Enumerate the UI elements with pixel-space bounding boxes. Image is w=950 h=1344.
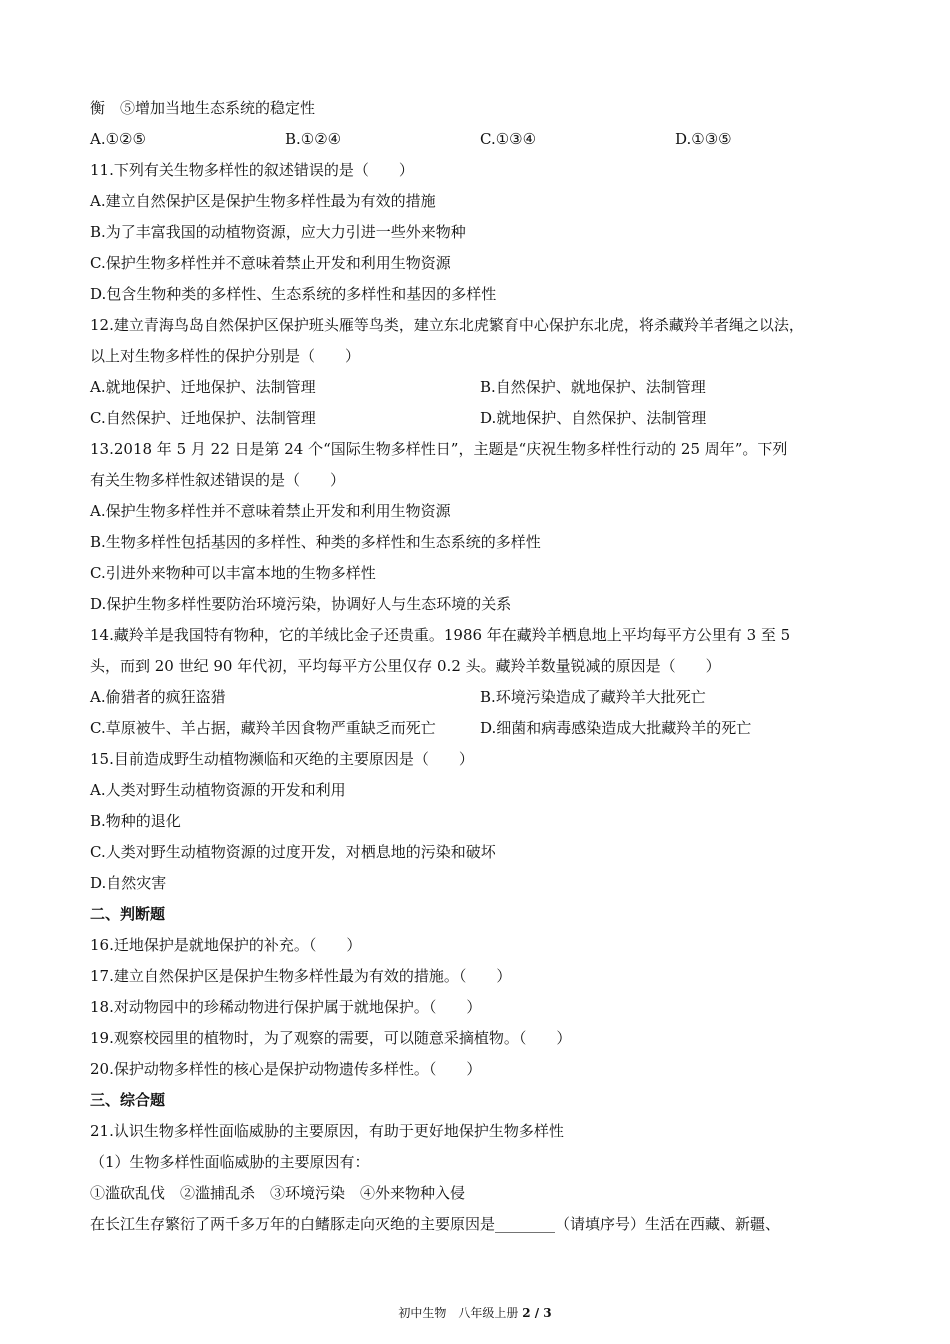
q13-option-c: C.引进外来物种可以丰富本地的生物多样性 (90, 564, 376, 582)
q14-stem-line2: 头，而到 20 世纪 90 年代初，平均每平方公里仅存 0.2 头。藏羚羊数量锐减的原因是（ ） (90, 657, 721, 675)
q21-causes: ①滥砍乱伐 ②滥捕乱杀 ③环境污染 ④外来物种入侵 (90, 1184, 466, 1202)
option-a: A.就地保护、迁地保护、法制管理 (90, 378, 316, 396)
q12-options-row1 (90, 372, 870, 403)
section-heading-judgment: 二、判断题 (90, 905, 166, 923)
page-number: 2 / 3 (522, 1306, 552, 1320)
q15-option-d: D.自然灾害 (90, 874, 167, 892)
q14-options-row1 (90, 682, 870, 713)
section-heading-comprehensive: 三、综合题 (90, 1091, 166, 1109)
q13-stem-line1: 13.2018 年 5 月 22 日是第 24 个“国际生物多样性日”，主题是“庆祝生物多样性行动的 25 周年”。下列 (90, 440, 788, 458)
q13-stem-line2: 有关生物多样性叙述错误的是（ ） (90, 471, 346, 489)
q11-option-c: C.保护生物多样性并不意味着禁止开发和利用生物资源 (90, 254, 451, 272)
q13-option-b: B.生物多样性包括基因的多样性、种类的多样性和生态系统的多样性 (90, 533, 541, 551)
option-b: B.环境污染造成了藏羚羊大批死亡 (480, 688, 706, 706)
option-c: C.草原被牛、羊占据，藏羚羊因食物严重缺乏而死亡 (90, 719, 436, 737)
q12-stem-line2: 以上对生物多样性的保护分别是（ ） (90, 347, 361, 365)
option-c: C.①③④ (480, 130, 537, 148)
q10-continuation: 衡 ⑤增加当地生态系统的稳定性 (90, 99, 316, 117)
q20: 20.保护动物多样性的核心是保护动物遗传多样性。（ ） (90, 1060, 482, 1078)
option-c: C.自然保护、迁地保护、法制管理 (90, 409, 316, 427)
q15-option-a: A.人类对野生动植物资源的开发和利用 (90, 781, 346, 799)
q11-stem: 11.下列有关生物多样性的叙述错误的是（ ） (90, 161, 414, 179)
q19: 19.观察校园里的植物时，为了观察的需要，可以随意采摘植物。（ ） (90, 1029, 572, 1047)
page-footer (0, 1304, 950, 1321)
q21-sub1: （1）生物多样性面临威胁的主要原因有： (90, 1153, 370, 1171)
q11-option-d: D.包含生物种类的多样性、生态系统的多样性和基因的多样性 (90, 285, 497, 303)
q16: 16.迁地保护是就地保护的补充。（ ） (90, 936, 362, 954)
option-b: B.①②④ (285, 130, 342, 148)
q21-fill-blank: 在长江生存繁衍了两千多万年的白鳍豚走向灭绝的主要原因是________（请填序号）生活在西藏、新疆、 (90, 1215, 781, 1233)
footer-subject: 初中生物 八年级上册 (398, 1306, 519, 1320)
option-a: A.偷猎者的疯狂盗猎 (90, 688, 226, 706)
q15-option-b: B.物种的退化 (90, 812, 181, 830)
option-b: B.自然保护、就地保护、法制管理 (480, 378, 706, 396)
q10-options (90, 124, 870, 155)
q13-option-a: A.保护生物多样性并不意味着禁止开发和利用生物资源 (90, 502, 451, 520)
exam-page (90, 93, 870, 1240)
q12-stem-line1: 12.建立青海鸟岛自然保护区保护班头雁等鸟类，建立东北虎繁育中心保护东北虎，将杀藏羚羊者绳之以法， (90, 316, 804, 334)
option-a: A.①②⑤ (90, 130, 146, 148)
q18: 18.对动物园中的珍稀动物进行保护属于就地保护。（ ） (90, 998, 482, 1016)
q13-option-d: D.保护生物多样性要防治环境污染，协调好人与生态环境的关系 (90, 595, 512, 613)
option-d: D.就地保护、自然保护、法制管理 (480, 409, 707, 427)
q21-stem: 21.认识生物多样性面临威胁的主要原因，有助于更好地保护生物多样性 (90, 1122, 564, 1140)
option-d: D.①③⑤ (675, 130, 732, 148)
q14-options-row2 (90, 713, 870, 744)
q12-options-row2 (90, 403, 870, 434)
q15-option-c: C.人类对野生动植物资源的过度开发，对栖息地的污染和破坏 (90, 843, 496, 861)
q11-option-a: A.建立自然保护区是保护生物多样性最为有效的措施 (90, 192, 436, 210)
q11-option-b: B.为了丰富我国的动植物资源，应大力引进一些外来物种 (90, 223, 466, 241)
option-d: D.细菌和病毒感染造成大批藏羚羊的死亡 (480, 719, 752, 737)
q15-stem: 15.目前造成野生动植物濒临和灭绝的主要原因是（ ） (90, 750, 474, 768)
q17: 17.建立自然保护区是保护生物多样性最为有效的措施。（ ） (90, 967, 512, 985)
q14-stem-line1: 14.藏羚羊是我国特有物种，它的羊绒比金子还贵重。1986 年在藏羚羊栖息地上平均每平方公里有 3 至 5 (90, 626, 791, 644)
